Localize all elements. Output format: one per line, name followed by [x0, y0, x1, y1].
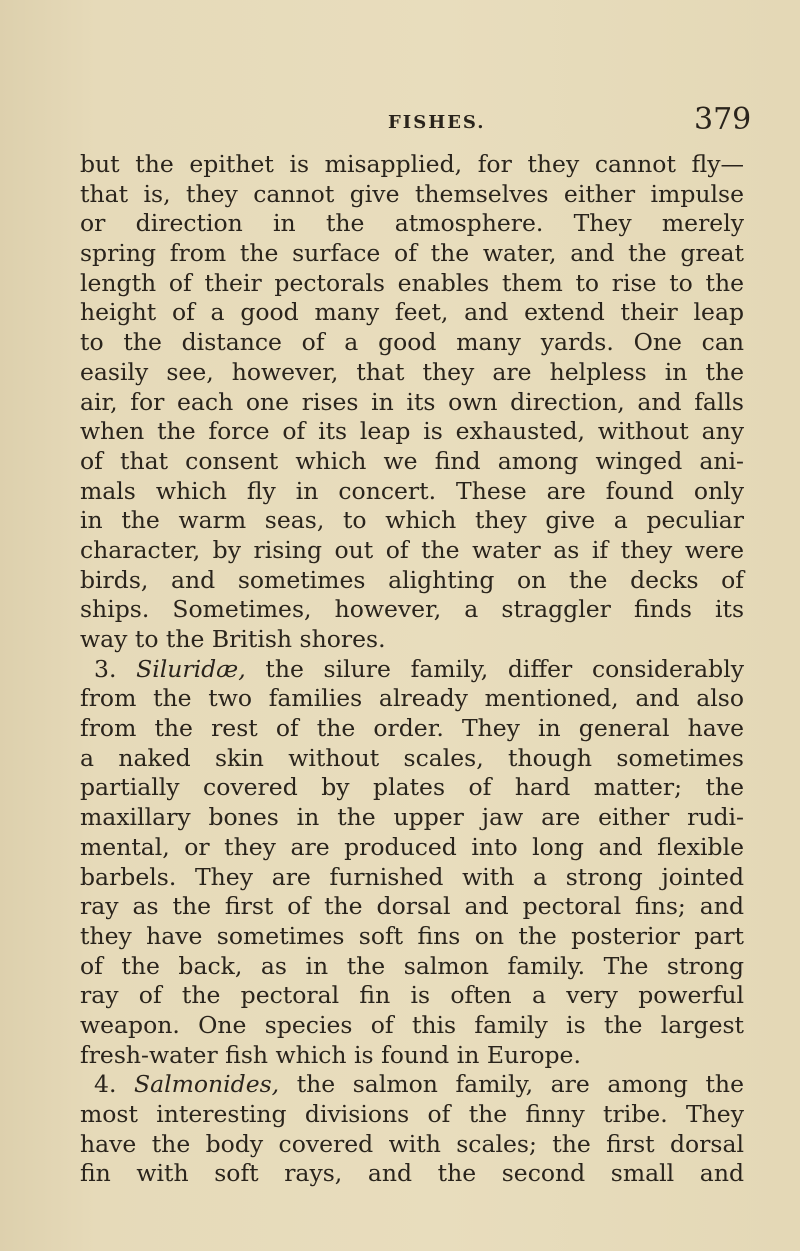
text-line: to the distance of a good many yards. One can	[80, 328, 744, 357]
running-head	[0, 102, 800, 148]
text-line: spring from the surface of the water, and the great	[80, 239, 744, 268]
text-line: fresh-water fish which is found in Europe.	[80, 1040, 581, 1069]
family-name-salmonides: Salmonides,	[133, 1070, 280, 1099]
text-line: they have sometimes soft fins on the posterior part	[80, 921, 744, 950]
text-line: but the epithet is misapplied, for they cannot fly—	[80, 150, 744, 178]
body-text	[80, 150, 744, 1189]
text-line: barbels. They are furnished with a strong jointed	[80, 862, 744, 891]
text-line: character, by rising out of the water as if they were	[80, 535, 744, 564]
text-line: ships. Sometimes, however, a straggler finds its	[80, 595, 744, 624]
text-line: of the back, as in the salmon family. The strong	[80, 951, 744, 980]
text-line: in the warm seas, to which they give a peculiar	[80, 506, 744, 535]
text-line: mental, or they are produced into long and flexible	[80, 832, 744, 861]
page-number: 379	[694, 102, 752, 137]
text-line: air, for each one rises in its own direction, and falls	[80, 387, 744, 416]
paragraph-3-first-line	[80, 655, 744, 685]
text-line: from the two families already mentioned, and also	[80, 684, 744, 713]
text-line: ray as the first of the dorsal and pectoral fins; and	[80, 892, 744, 921]
text-line: maxillary bones in the upper jaw are either rudi-	[80, 803, 744, 832]
text-line: height of a good many feet, and extend their leap	[80, 298, 744, 327]
text-segment: the salmon family, are among the	[296, 1070, 744, 1099]
text-line: that is, they cannot give themselves either impulse	[80, 179, 744, 208]
family-name-siluridae: Siluridæ,	[136, 654, 246, 683]
text-line: have the body covered with scales; the first dorsal	[80, 1129, 744, 1158]
paragraph-4-first-line	[80, 1070, 744, 1100]
text-line: birds, and sometimes alighting on the decks of	[80, 565, 744, 594]
text-line: fin with soft rays, and the second small and	[80, 1159, 744, 1188]
text-line: or direction in the atmosphere. They merely	[80, 209, 744, 238]
text-line: when the force of its leap is exhausted, without any	[80, 417, 744, 446]
text-line: ray of the pectoral fin is often a very powerful	[80, 981, 744, 1010]
text-line: way to the British shores.	[80, 625, 386, 653]
running-title: FISHES.	[388, 112, 486, 133]
text-line: length of their pectorals enables them to rise to the	[80, 268, 744, 297]
text-line: most interesting divisions of the finny tribe. They	[80, 1100, 744, 1128]
text-line: from the rest of the order. They in general have	[80, 714, 744, 743]
paragraph-number: 4.	[94, 1070, 117, 1099]
paragraph-number: 3.	[94, 654, 117, 683]
text-line: easily see, however, that they are helpless in the	[80, 357, 744, 386]
text-line: partially covered by plates of hard matter; the	[80, 773, 744, 802]
text-line: of that consent which we find among winged ani-	[80, 446, 744, 475]
text-line: weapon. One species of this family is the largest	[80, 1010, 744, 1039]
text-line: a naked skin without scales, though sometimes	[80, 743, 744, 772]
text-segment: the silure family, differ considerably	[265, 654, 744, 683]
text-line: mals which fly in concert. These are found only	[80, 476, 744, 505]
